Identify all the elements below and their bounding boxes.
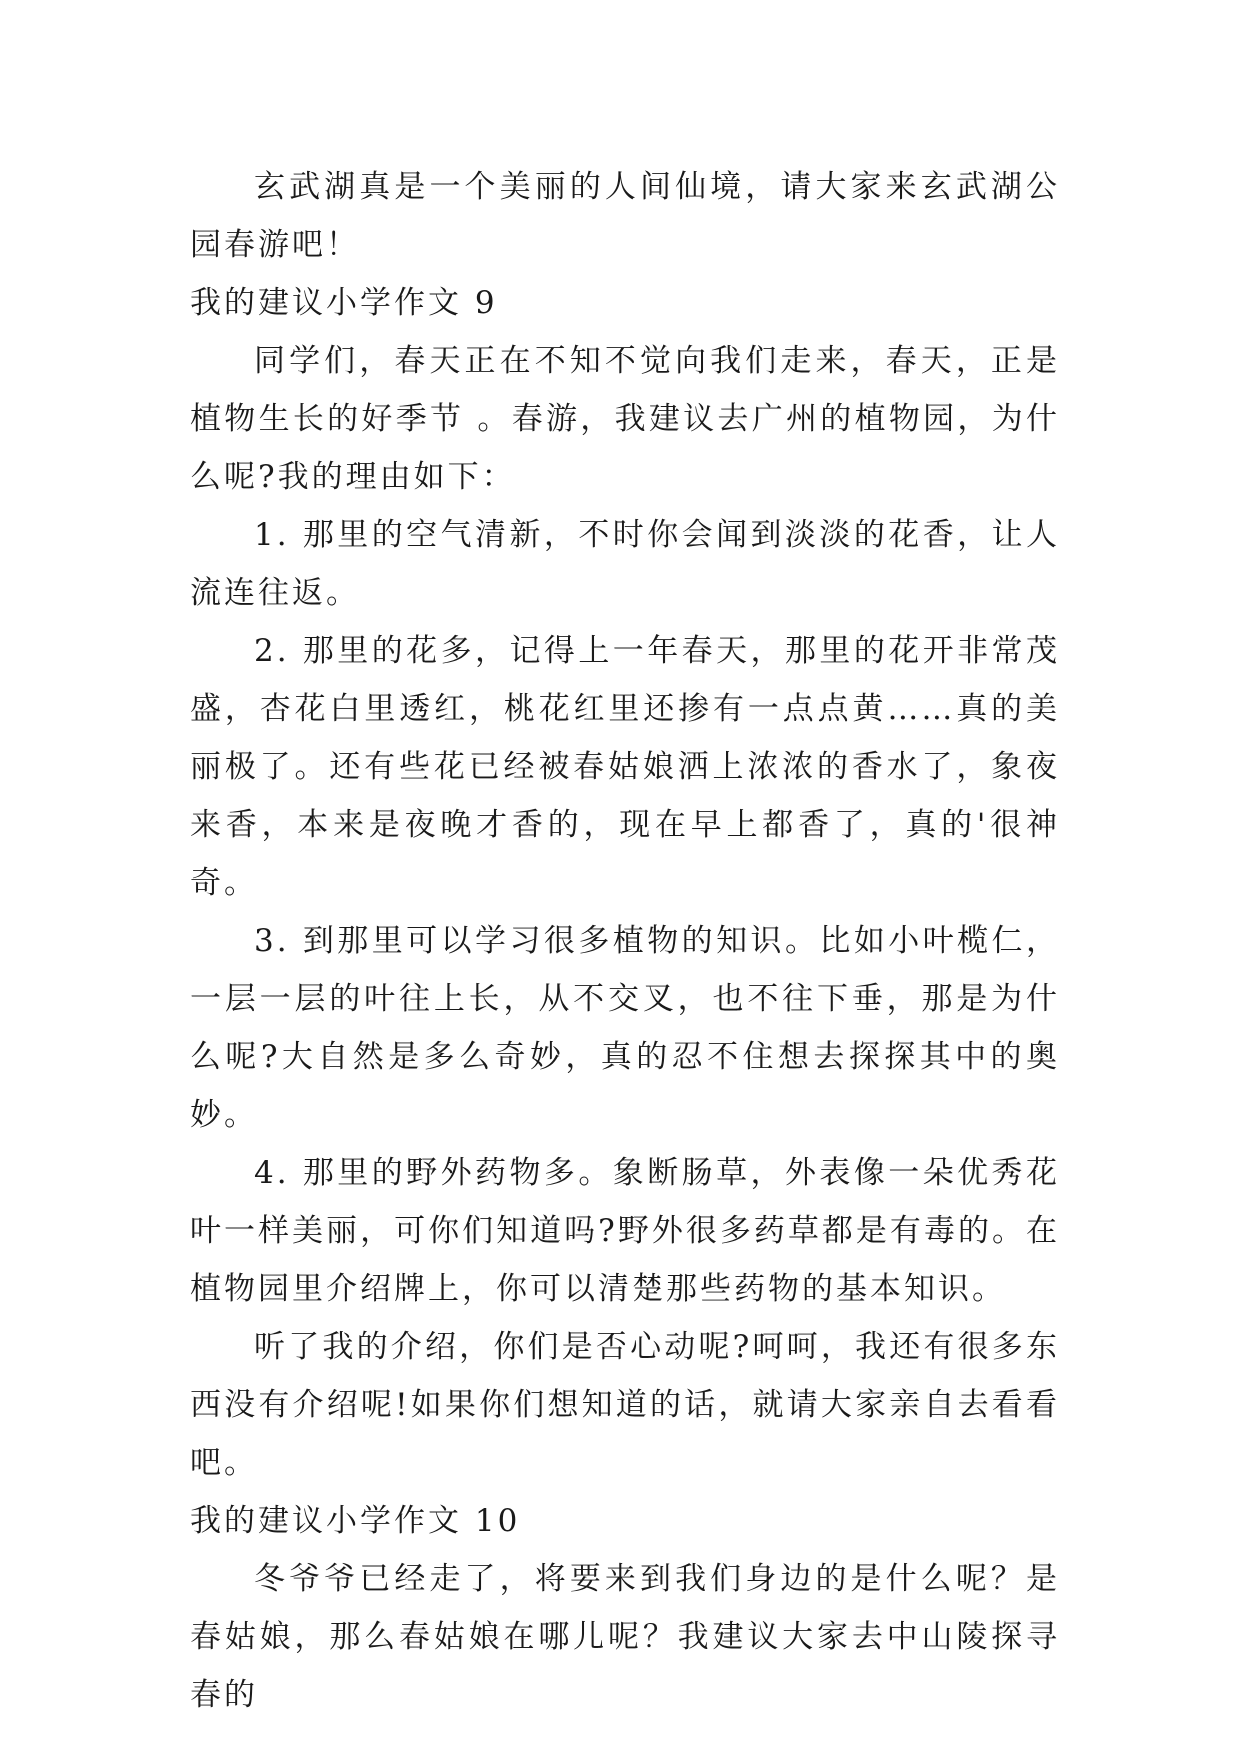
paragraph-xuanwu-lake-ending: 玄武湖真是一个美丽的人间仙境，请大家来玄武湖公园春游吧！ [190, 169, 1060, 263]
paragraph-intro-botanical-garden: 同学们，春天正在不知不觉向我们走来，春天，正是植物生长的好季节 。春游，我建议去广州的植物园，为什么呢?我的理由如下： [190, 343, 1060, 495]
paragraph-reason-1: 1. 那里的空气清新，不时你会闻到淡淡的花香，让人流连往返。 [190, 517, 1060, 611]
essay-heading-9: 我的建议小学作文 9 [190, 285, 498, 321]
paragraph-essay-10-start: 冬爷爷已经走了，将要来到我们身边的是什么呢？是春姑娘，那么春姑娘在哪儿呢？我建议大家去中山陵探寻春的 [190, 1561, 1060, 1713]
paragraph-reason-3: 3. 到那里可以学习很多植物的知识。比如小叶榄仁，一层一层的叶往上长，从不交叉，也不往下垂，那是为什么呢?大自然是多么奇妙，真的忍不住想去探探其中的奥妙。 [190, 923, 1060, 1133]
paragraph-reason-4: 4. 那里的野外药物多。象断肠草，外表像一朵优秀花叶一样美丽，可你们知道吗?野外很多药草都是有毒的。在植物园里介绍牌上，你可以清楚那些药物的基本知识。 [190, 1155, 1060, 1307]
document-body [190, 158, 1060, 1724]
essay-heading-10: 我的建议小学作文 10 [190, 1503, 521, 1539]
paragraph-reason-2: 2. 那里的花多，记得上一年春天，那里的花开非常茂盛，杏花白里透红，桃花红里还掺有一点点黄……真的美丽极了。还有些花已经被春姑娘洒上浓浓的香水了，象夜来香，本来是夜晚才香的，现在早上都香了，真的'很神奇。 [190, 633, 1060, 901]
paragraph-conclusion: 听了我的介绍，你们是否心动呢?呵呵，我还有很多东西没有介绍呢!如果你们想知道的话，就请大家亲自去看看吧。 [190, 1329, 1060, 1481]
